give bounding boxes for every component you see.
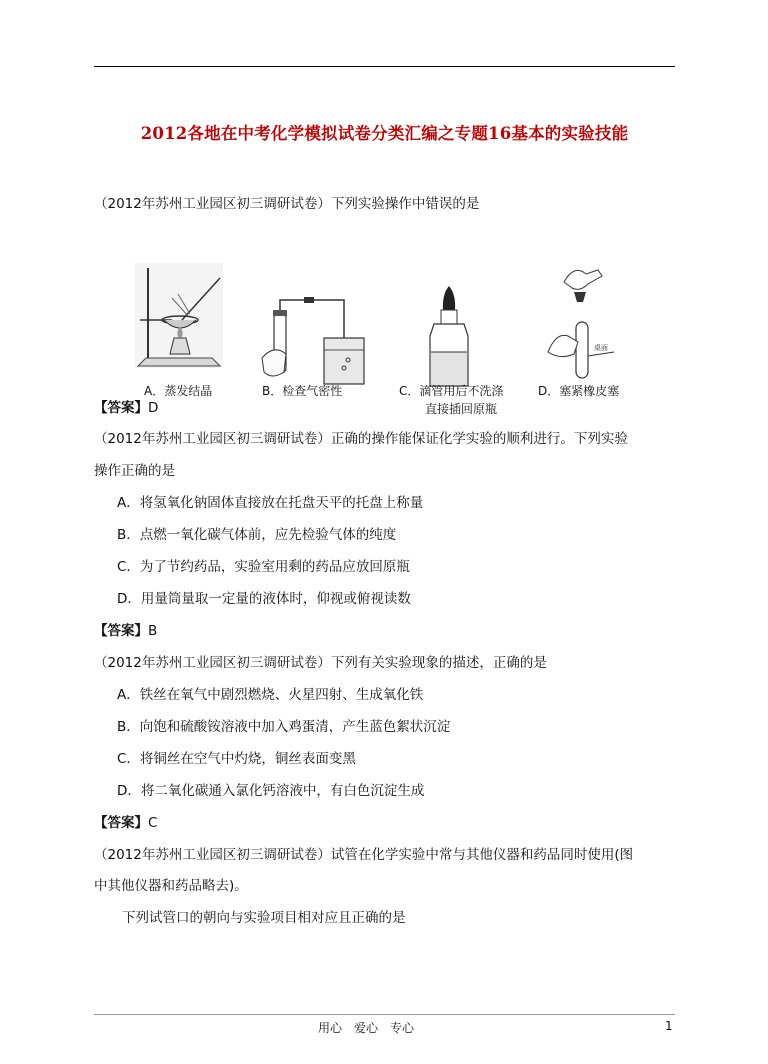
q3-option-c: C．将铜丝在空气中灼烧，铜丝表面变黑	[117, 751, 356, 767]
q2-option-d: D．用量筒量取一定量的液体时，仰视或俯视读数	[117, 591, 411, 607]
q3-option-a: A．铁丝在氧气中剧烈燃烧、火星四射、生成氧化铁	[117, 687, 424, 703]
q1-stem: （2012年苏州工业园区初三调研试卷）下列实验操作中错误的是	[94, 196, 480, 212]
q4-stem-line2: 中其他仪器和药品略去)。	[94, 878, 248, 894]
answer-value: C	[148, 815, 158, 831]
q3-option-b: B．向饱和硫酸铵溶液中加入鸡蛋清，产生蓝色絮状沉淀	[117, 719, 451, 735]
q3-stem: （2012年苏州工业园区初三调研试卷）下列有关实验现象的描述，正确的是	[94, 655, 547, 671]
airtightness-apparatus-icon	[260, 288, 370, 398]
stopper-insertion-icon	[546, 262, 616, 382]
q3-answer	[94, 814, 157, 832]
caption-c: C．滴管用后不洗涤	[399, 384, 504, 398]
answer-label: 【答案】	[94, 623, 148, 639]
q3-option-d: D．将二氧化碳通入氯化钙溶液中，有白色沉淀生成	[117, 783, 425, 799]
answer-label: 【答案】	[94, 400, 148, 416]
answer-value: B	[148, 623, 158, 639]
dropper-bottle-icon	[424, 280, 474, 400]
evaporation-apparatus-icon	[132, 258, 227, 373]
q2-answer	[94, 622, 157, 640]
q2-option-b: B．点燃一氧化碳气体前，应先检验气体的纯度	[117, 527, 397, 543]
q2-stem-line1: （2012年苏州工业园区初三调研试卷）正确的操作能保证化学实验的顺利进行。下列实验	[94, 431, 628, 447]
caption-d: D．塞紧橡皮塞	[538, 384, 620, 398]
q1-figure	[132, 258, 632, 418]
page-footer: 用心 爱心 专心	[318, 1021, 415, 1035]
page-title: 2012各地在中考化学模拟试卷分类汇编之专题16基本的实验技能	[140, 124, 629, 143]
page-number: 1	[665, 1019, 673, 1033]
q4-stem-line3: 下列试管口的朝向与实验项目相对应且正确的是	[122, 910, 406, 926]
q2-option-c: C．为了节约药品，实验室用剩的药品应放回原瓶	[117, 559, 410, 575]
header-rule	[94, 66, 675, 67]
caption-a: A．蒸发结晶	[144, 384, 213, 398]
q2-stem-line2: 操作正确的是	[94, 463, 175, 479]
q1-answer	[94, 399, 158, 417]
answer-value: D	[148, 400, 159, 416]
caption-c-continued: 直接插回原瓶	[425, 402, 498, 416]
tube-label-text: 桌面	[594, 344, 608, 352]
footer-rule	[94, 1014, 675, 1015]
q2-option-a: A．将氢氧化钠固体直接放在托盘天平的托盘上称量	[117, 495, 424, 511]
answer-label: 【答案】	[94, 815, 148, 831]
q4-stem-line1: （2012年苏州工业园区初三调研试卷）试管在化学实验中常与其他仪器和药品同时使用(图	[94, 847, 634, 863]
caption-b: B．检查气密性	[262, 384, 343, 398]
